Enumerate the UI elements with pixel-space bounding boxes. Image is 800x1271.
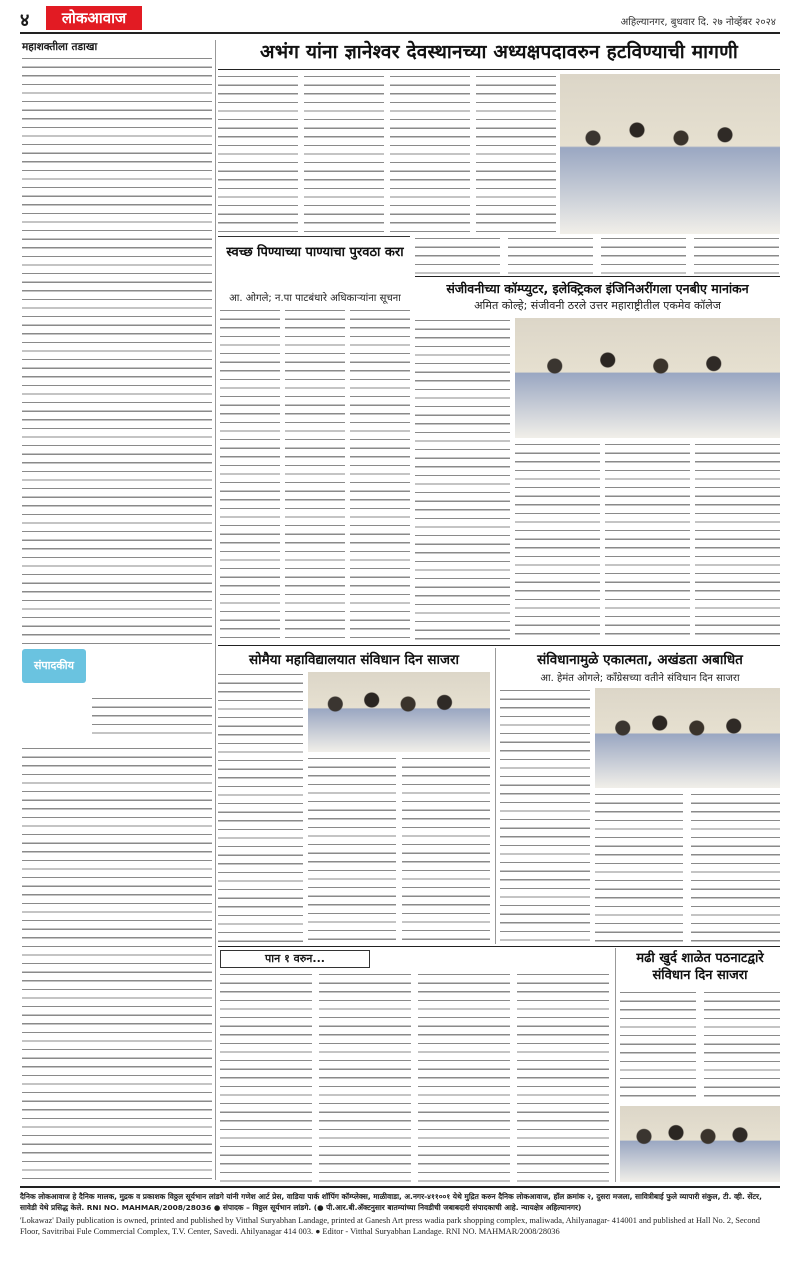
sanjivani-headline: संजीवनीच्या कॉम्प्युटर, इलेक्ट्रिकल इंजिनिअरींगला एनबीए मानांकन bbox=[446, 281, 749, 296]
sanjivani-byline: अमित कोल्हे; संजीवनी ठरले उत्तर महाराष्ट्रीतील एकमेव कॉलेज bbox=[474, 299, 721, 312]
madhi-photo bbox=[620, 1106, 780, 1182]
column-divider bbox=[615, 948, 616, 1182]
water-headline: स्वच्छ पिण्याच्या पाण्याचा पुरवठा करा bbox=[226, 245, 404, 260]
samvidhan-headline: संविधानामुळे एकात्मता, अखंडता अबाधित bbox=[537, 652, 743, 668]
editorial-badge: संपादकीय bbox=[22, 649, 86, 683]
divider bbox=[218, 946, 780, 947]
continued-body bbox=[220, 972, 610, 1182]
divider bbox=[218, 645, 780, 646]
main-story-body bbox=[218, 74, 556, 234]
newspaper-logo: लोकआवाज bbox=[46, 6, 142, 30]
dateline: अहिल्यानगर, बुधवार दि. २७ नोव्हेंबर २०२४ bbox=[620, 17, 776, 28]
samvidhan-photo bbox=[595, 688, 780, 788]
water-byline: आ. ओगले; न.पा पाटबंधारे अधिकाऱ्यांना सूचना bbox=[229, 293, 401, 304]
imprint-marathi: दैनिक लोकआवाज हे दैनिक मालक, मुद्रक व प्रकाशक विठ्ठल सूर्यभान लांडगे यांनी गणेश आर्ट प्रेस, वाडिया पार्क शॉपिंग कॉम्प्लेक्स, माळीवाडा, अ.नगर-४११००१ येथे मुद्रित करुन दैनिक लोकआवाज, हॉल क्रमांक २, दुसरा मजला, सावित्रीबाई फुले व्यापारी संकुल, टी. व्ही. सेंटर, सावेडी येथे प्रसिद्ध केले. RNI NO. MAHMAR/2008/28036 ● संपादक – विठ्ठल सूर्यभान लांडगे. (● पी.आर.बी.अ‍ॅक्टनुसार बातम्यांच्या निवडीची जबाबदारी संपादकाची आहे. न्यायक्षेत्र अहिल्यानगर) bbox=[20, 1192, 762, 1212]
continued-label: पान १ वरुन... bbox=[220, 950, 370, 968]
editorial-body bbox=[22, 56, 212, 1184]
masthead bbox=[20, 6, 780, 34]
somaiya-body-2 bbox=[308, 756, 490, 942]
main-headline: अभंग यांना ज्ञानेश्वर देवस्थानच्या अध्यक्षपदावरुन हटविण्याची मागणी bbox=[260, 41, 738, 63]
main-story-continued bbox=[415, 236, 780, 274]
samvidhan-byline: आ. हेमंत ओगले; काँग्रेसच्या वतीने संविधान दिन साजरा bbox=[540, 673, 740, 684]
madhi-headline: मढी खुर्द शाळेत पठनाटद्वारे संविधान दिन साजरा bbox=[636, 951, 764, 983]
samvidhan-body-2 bbox=[595, 792, 780, 942]
main-story-photo bbox=[560, 74, 780, 234]
samvidhan-body bbox=[500, 688, 590, 942]
sanjivani-body-2 bbox=[515, 442, 780, 640]
somaiya-headline: सोमैया महाविद्यालयात संविधान दिन साजरा bbox=[249, 652, 459, 668]
sanjivani-body bbox=[415, 318, 510, 640]
divider bbox=[218, 236, 410, 237]
headline-rule bbox=[218, 69, 780, 70]
madhi-body bbox=[620, 990, 780, 1102]
column-divider bbox=[495, 648, 496, 944]
divider bbox=[415, 276, 780, 277]
somaiya-photo bbox=[308, 672, 490, 752]
sanjivani-photo bbox=[515, 318, 780, 438]
imprint-english: 'Lokawaz' Daily publication is owned, printed and published by Vitthal Suryabhan Landage, printed at Ganesh Art press wadia park shopping complex, maliwada, Ahilyanagar- 414001 and published at Hall No. 2, Second Floor, Savitribai Fule Commercial Complex, T.V. Center, Savedi. Ahilyanagar 414 003. ● Editor - Vitthal Suryabhan Landage. RNI NO. MAHMAR/2008/28036 bbox=[20, 1216, 760, 1236]
column-divider bbox=[215, 40, 216, 1180]
page-number: ४ bbox=[20, 10, 30, 31]
editorial-heading: महाशक्तीला तडाखा bbox=[22, 40, 212, 57]
water-body bbox=[220, 308, 410, 640]
imprint-footer bbox=[20, 1186, 780, 1266]
